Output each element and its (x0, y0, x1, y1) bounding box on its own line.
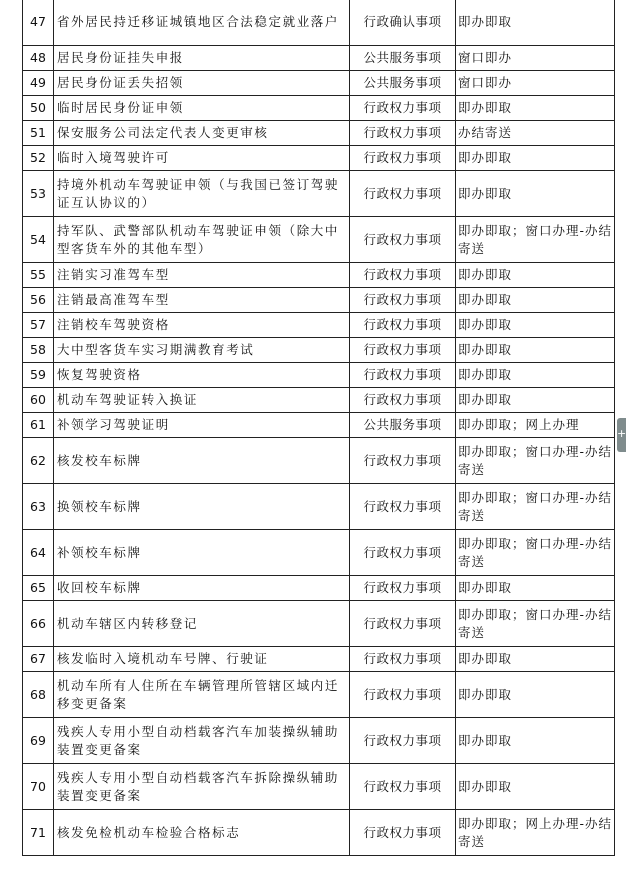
row-number: 60 (23, 388, 54, 413)
table-row (23, 263, 615, 288)
handling-mode: 办结寄送 (456, 121, 615, 146)
item-type: 行政权力事项 (350, 438, 456, 484)
table-row (23, 171, 615, 217)
table-row (23, 647, 615, 672)
item-name: 核发免检机动车检验合格标志 (54, 810, 350, 856)
item-name: 省外居民持迁移证城镇地区合法稳定就业落户 (54, 0, 350, 46)
item-type: 行政权力事项 (350, 96, 456, 121)
item-type: 公共服务事项 (350, 413, 456, 438)
table-row (23, 313, 615, 338)
item-type: 行政权力事项 (350, 363, 456, 388)
item-type: 行政权力事项 (350, 288, 456, 313)
handling-mode: 即办即取 (456, 672, 615, 718)
row-number: 64 (23, 530, 54, 576)
item-type: 行政权力事项 (350, 171, 456, 217)
row-number: 49 (23, 71, 54, 96)
table-row (23, 288, 615, 313)
item-type: 行政权力事项 (350, 672, 456, 718)
item-name: 残疾人专用小型自动档载客汽车加装操纵辅助装置变更备案 (54, 718, 350, 764)
table-row (23, 672, 615, 718)
handling-mode: 即办即取 (456, 313, 615, 338)
item-name: 补领学习驾驶证明 (54, 413, 350, 438)
row-number: 50 (23, 96, 54, 121)
item-name: 补领校车标牌 (54, 530, 350, 576)
handling-mode: 即办即取；窗口办理-办结寄送 (456, 484, 615, 530)
row-number: 48 (23, 46, 54, 71)
item-name: 注销实习准驾车型 (54, 263, 350, 288)
item-name: 机动车辖区内转移登记 (54, 601, 350, 647)
row-number: 51 (23, 121, 54, 146)
table-row (23, 438, 615, 484)
row-number: 63 (23, 484, 54, 530)
table-row (23, 576, 615, 601)
row-number: 67 (23, 647, 54, 672)
item-name: 保安服务公司法定代表人变更审核 (54, 121, 350, 146)
item-type: 行政权力事项 (350, 647, 456, 672)
item-name: 注销校车驾驶资格 (54, 313, 350, 338)
item-name: 机动车所有人住所在车辆管理所管辖区域内迁移变更备案 (54, 672, 350, 718)
item-type: 行政权力事项 (350, 263, 456, 288)
plus-icon: + (617, 427, 626, 440)
handling-mode: 即办即取 (456, 0, 615, 46)
item-type: 行政权力事项 (350, 338, 456, 363)
table-row (23, 363, 615, 388)
item-type: 行政权力事项 (350, 810, 456, 856)
item-name: 收回校车标牌 (54, 576, 350, 601)
handling-mode: 窗口即办 (456, 71, 615, 96)
row-number: 57 (23, 313, 54, 338)
item-type: 行政权力事项 (350, 484, 456, 530)
table-row (23, 601, 615, 647)
row-number: 71 (23, 810, 54, 856)
item-name: 居民身份证丢失招领 (54, 71, 350, 96)
table-row (23, 0, 615, 46)
handling-mode: 即办即取 (456, 96, 615, 121)
row-number: 69 (23, 718, 54, 764)
table-row (23, 46, 615, 71)
handling-mode: 即办即取；窗口办理-办结寄送 (456, 438, 615, 484)
item-name: 持军队、武警部队机动车驾驶证申领（除大中型客货车外的其他车型） (54, 217, 350, 263)
item-type: 行政权力事项 (350, 576, 456, 601)
row-number: 61 (23, 413, 54, 438)
table-row (23, 764, 615, 810)
item-name: 核发校车标牌 (54, 438, 350, 484)
handling-mode: 即办即取；网上办理 (456, 413, 615, 438)
handling-mode: 即办即取 (456, 764, 615, 810)
handling-mode: 即办即取 (456, 288, 615, 313)
row-number: 59 (23, 363, 54, 388)
table-row (23, 96, 615, 121)
item-name: 注销最高准驾车型 (54, 288, 350, 313)
handling-mode: 即办即取；窗口办理-办结寄送 (456, 601, 615, 647)
table-row (23, 146, 615, 171)
side-expand-tab[interactable] (617, 418, 626, 452)
handling-mode: 即办即取 (456, 263, 615, 288)
item-name: 恢复驾驶资格 (54, 363, 350, 388)
item-name: 临时居民身份证申领 (54, 96, 350, 121)
table-row (23, 121, 615, 146)
item-type: 行政权力事项 (350, 313, 456, 338)
item-type: 公共服务事项 (350, 71, 456, 96)
row-number: 65 (23, 576, 54, 601)
row-number: 54 (23, 217, 54, 263)
handling-mode: 即办即取；窗口办理-办结寄送 (456, 217, 615, 263)
table-row (23, 217, 615, 263)
item-name: 机动车驾驶证转入换证 (54, 388, 350, 413)
row-number: 58 (23, 338, 54, 363)
item-name: 换领校车标牌 (54, 484, 350, 530)
item-type: 公共服务事项 (350, 46, 456, 71)
row-number: 68 (23, 672, 54, 718)
table-row (23, 718, 615, 764)
handling-mode: 即办即取 (456, 363, 615, 388)
handling-mode: 窗口即办 (456, 46, 615, 71)
item-name: 居民身份证挂失申报 (54, 46, 350, 71)
table-row (23, 388, 615, 413)
handling-mode: 即办即取 (456, 576, 615, 601)
handling-mode: 即办即取 (456, 388, 615, 413)
item-type: 行政权力事项 (350, 718, 456, 764)
item-name: 临时入境驾驶许可 (54, 146, 350, 171)
item-name: 核发临时入境机动车号牌、行驶证 (54, 647, 350, 672)
handling-mode: 即办即取 (456, 718, 615, 764)
table-body (23, 0, 615, 856)
handling-mode: 即办即取 (456, 171, 615, 217)
row-number: 62 (23, 438, 54, 484)
item-name: 大中型客货车实习期满教育考试 (54, 338, 350, 363)
table-row (23, 413, 615, 438)
item-name: 残疾人专用小型自动档载客汽车拆除操纵辅助装置变更备案 (54, 764, 350, 810)
row-number: 55 (23, 263, 54, 288)
item-type: 行政权力事项 (350, 146, 456, 171)
item-type: 行政权力事项 (350, 530, 456, 576)
row-number: 52 (23, 146, 54, 171)
table-row (23, 484, 615, 530)
item-type: 行政权力事项 (350, 764, 456, 810)
row-number: 53 (23, 171, 54, 217)
table-row (23, 530, 615, 576)
row-number: 56 (23, 288, 54, 313)
handling-mode: 即办即取；窗口办理-办结寄送 (456, 530, 615, 576)
item-type: 行政权力事项 (350, 601, 456, 647)
item-name: 持境外机动车驾驶证申领（与我国已签订驾驶证互认协议的） (54, 171, 350, 217)
handling-mode: 即办即取 (456, 338, 615, 363)
handling-mode: 即办即取 (456, 647, 615, 672)
item-type: 行政确认事项 (350, 0, 456, 46)
row-number: 66 (23, 601, 54, 647)
service-items-table (22, 0, 615, 856)
item-type: 行政权力事项 (350, 388, 456, 413)
table-row (23, 810, 615, 856)
handling-mode: 即办即取 (456, 146, 615, 171)
handling-mode: 即办即取；网上办理-办结寄送 (456, 810, 615, 856)
table-row (23, 71, 615, 96)
item-type: 行政权力事项 (350, 217, 456, 263)
table-row (23, 338, 615, 363)
row-number: 47 (23, 0, 54, 46)
row-number: 70 (23, 764, 54, 810)
item-type: 行政权力事项 (350, 121, 456, 146)
